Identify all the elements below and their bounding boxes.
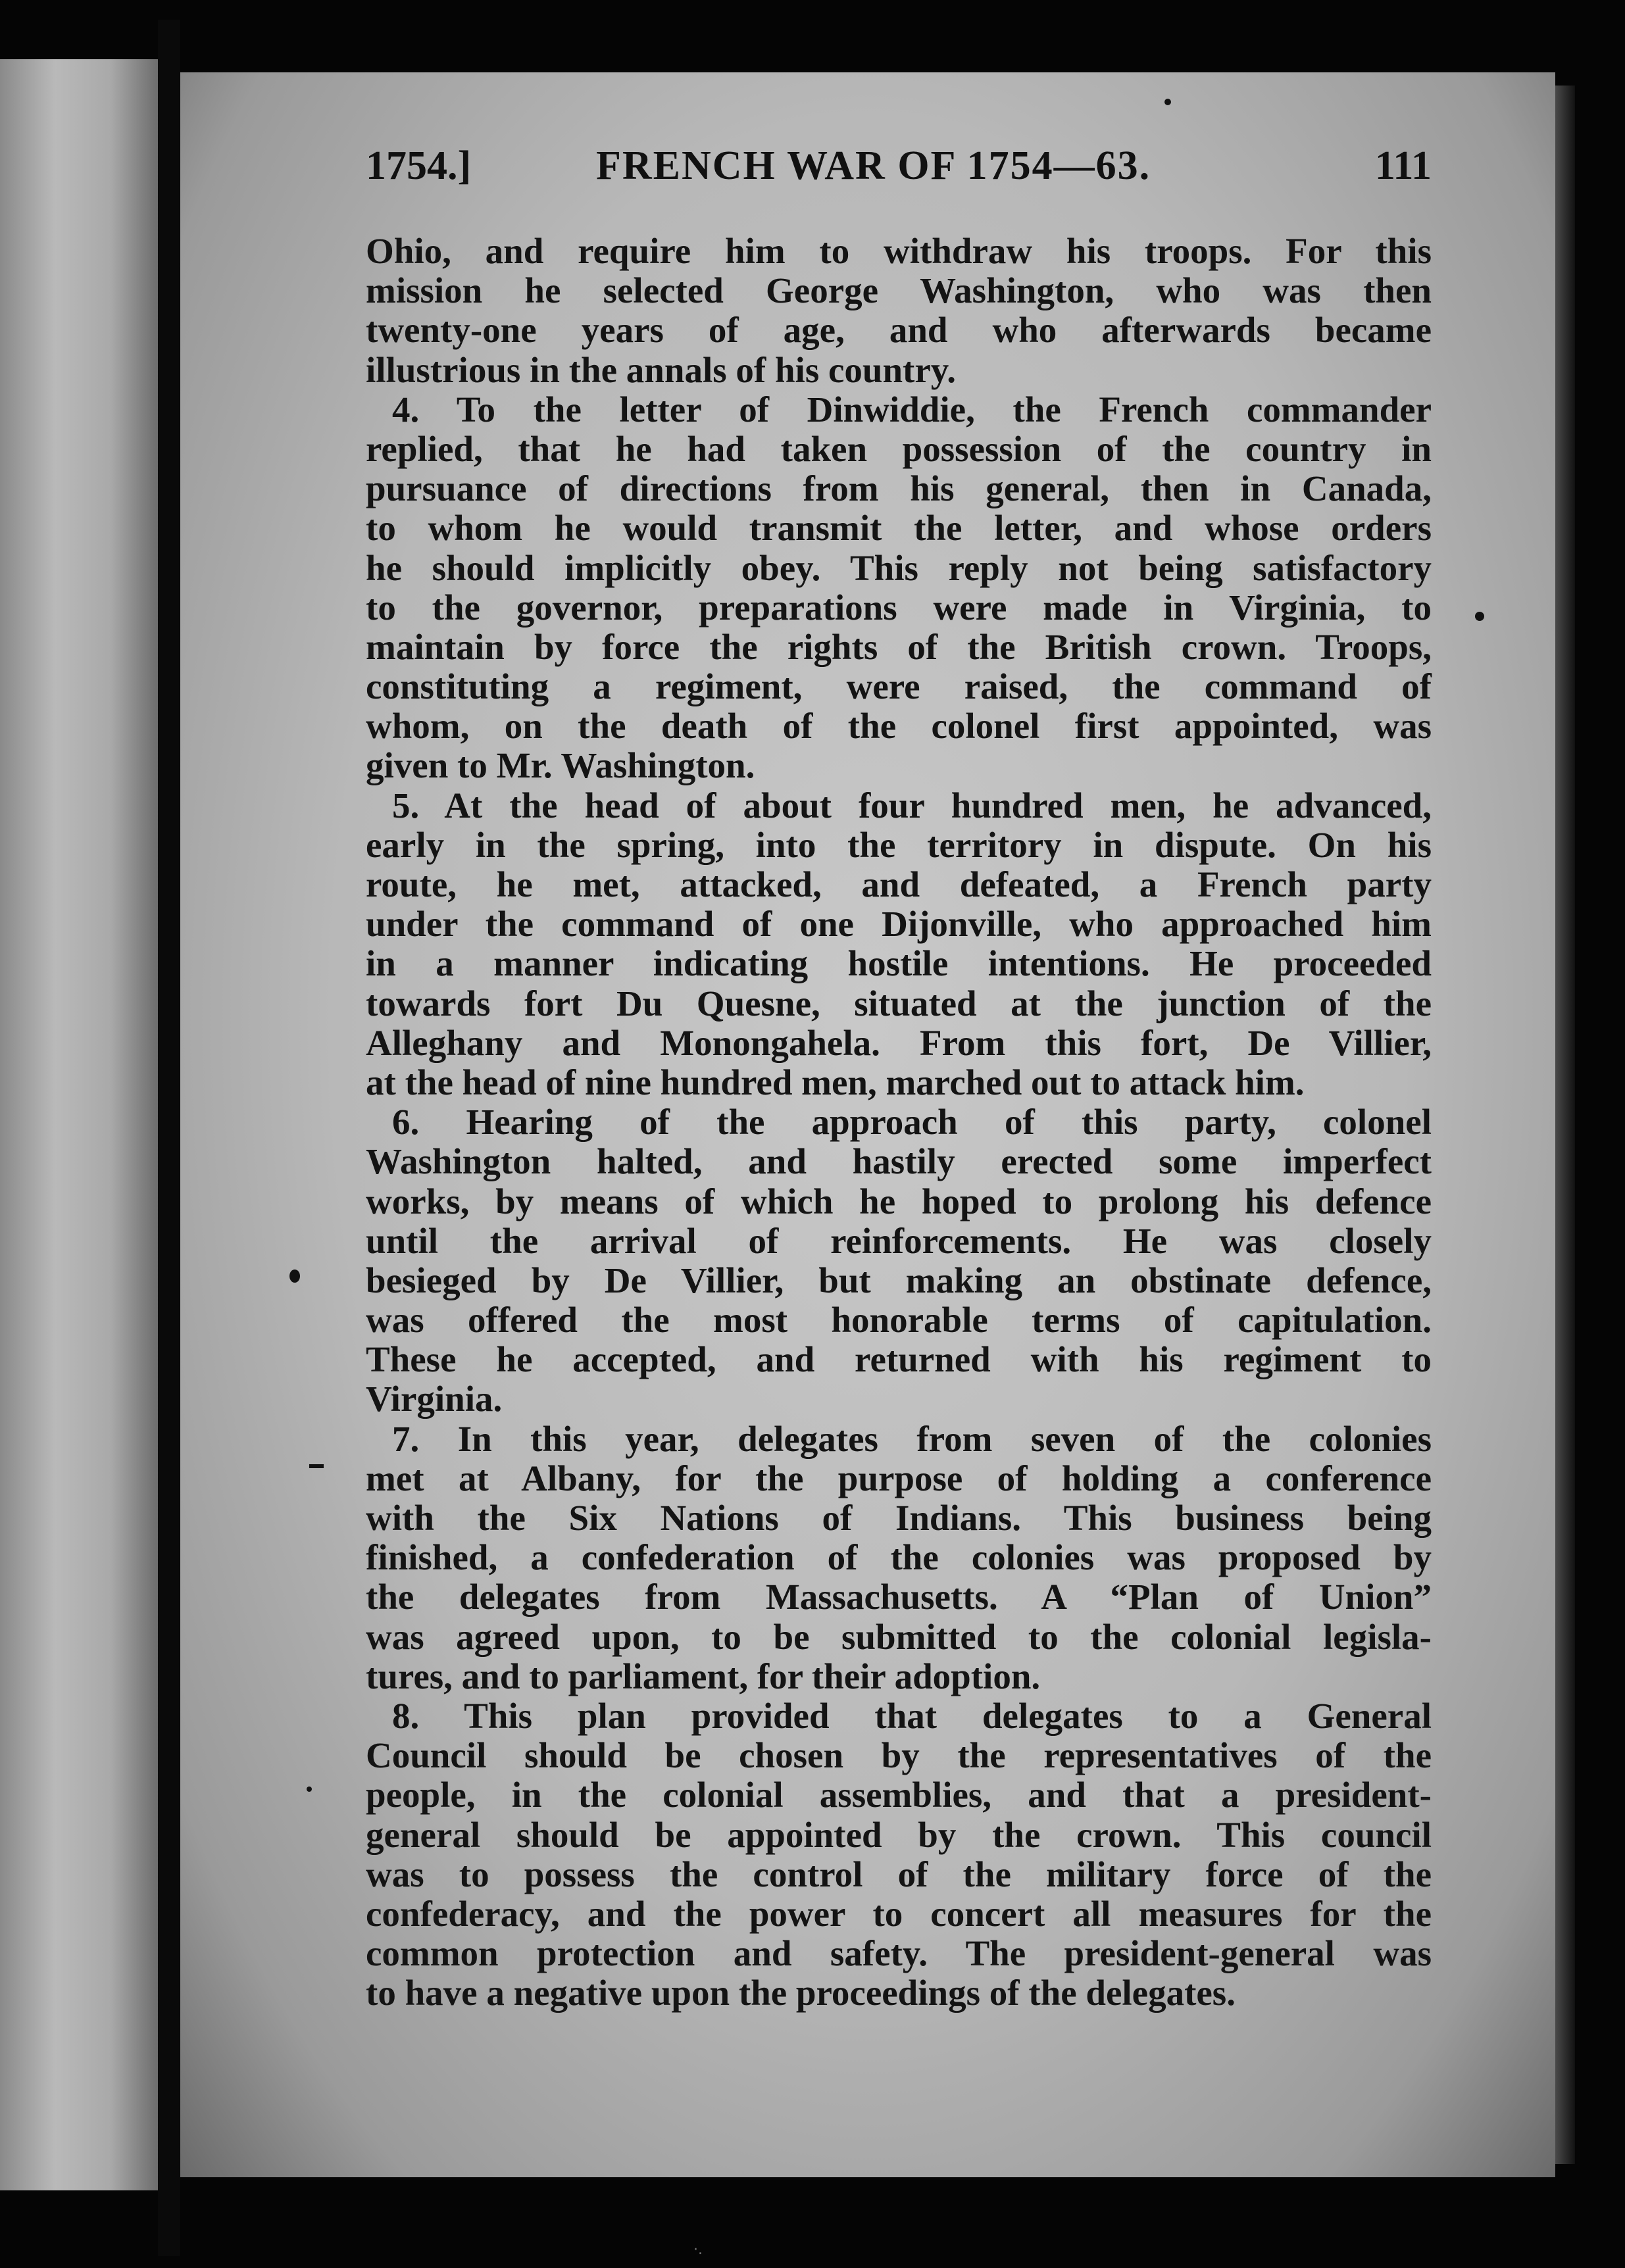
ink-speck	[1475, 612, 1484, 621]
text-line: twenty-one years of age, and who afterwards became	[366, 310, 1432, 351]
paragraph	[366, 1419, 1432, 1696]
paragraph	[366, 1696, 1432, 2013]
text-line: 4. To the letter of Dinwiddie, the French commander	[392, 389, 1432, 430]
text-line: 5. At the head of about four hundred men, he advanced,	[392, 785, 1432, 826]
text-line: the delegates from Massachusetts. A “Plan of Union”	[366, 1577, 1432, 1617]
running-head-year: 1754.]	[366, 143, 472, 188]
text-line: at the head of nine hundred men, marched out to attack him.	[366, 1062, 1305, 1102]
text-line: general should be appointed by the crown. This council	[366, 1814, 1432, 1855]
facing-page-edge	[0, 59, 158, 2190]
text-line: maintain by force the rights of the British crown. Troops,	[366, 626, 1432, 667]
text-line: towards fort Du Quesne, situated at the junction of the	[366, 983, 1432, 1023]
text-line: Ohio, and require him to withdraw his troops. For this	[366, 231, 1432, 271]
text-line: 6. Hearing of the approach of this party, colonel	[392, 1102, 1432, 1143]
text-line: Alleghany and Monongahela. From this fort, De Villier,	[366, 1022, 1432, 1063]
text-line: pursuance of directions from his general, then in Canada,	[366, 468, 1432, 509]
text-line: illustrious in the annals of his country.	[366, 349, 956, 390]
ink-speck	[1164, 99, 1171, 105]
text-line: people, in the colonial assemblies, and that a president-	[366, 1775, 1432, 1815]
text-line: under the command of one Dijonville, who approached him	[366, 904, 1432, 945]
text-line: 8. This plan provided that delegates to a General	[392, 1695, 1432, 1736]
text-line: was agreed upon, to be submitted to the colonial legisla-	[366, 1616, 1432, 1657]
paragraph	[366, 786, 1432, 1103]
text-line: until the arrival of reinforcements. He was closely	[366, 1220, 1432, 1261]
margin-mark	[309, 1464, 324, 1468]
text-line: common protection and safety. The president-general was	[366, 1933, 1432, 1974]
text-line: in a manner indicating hostile intentions. He proceeded	[366, 943, 1432, 984]
text-line: tures, and to parliament, for their adoption.	[366, 1656, 1041, 1696]
paragraph	[366, 390, 1432, 786]
ink-speck	[307, 1787, 312, 1792]
text-line: 7. In this year, delegates from seven of the colonies	[392, 1418, 1432, 1459]
running-header	[366, 139, 1432, 192]
text-line: finished, a confederation of the colonies was proposed by	[366, 1537, 1432, 1578]
page-right-shadow	[1555, 86, 1575, 2164]
text-line: replied, that he had taken possession of the country in	[366, 428, 1432, 469]
text-line: These he accepted, and returned with his regiment to	[366, 1339, 1432, 1380]
text-line: to have a negative upon the proceedings of the delegates.	[366, 1973, 1236, 2013]
text-line: with the Six Nations of Indians. This business being	[366, 1498, 1432, 1538]
book-gutter	[158, 20, 180, 2256]
text-line: besieged by De Villier, but making an obstinate defence,	[366, 1260, 1432, 1300]
text-line: confederacy, and the power to concert all measures for the	[366, 1893, 1432, 1934]
text-line: route, he met, attacked, and defeated, a French party	[366, 864, 1432, 904]
scan-artifact: ·.	[693, 2242, 703, 2258]
text-line: was to possess the control of the military force of the	[366, 1854, 1432, 1894]
text-line: mission he selected George Washington, who was then	[366, 270, 1432, 311]
running-head-title: FRENCH WAR OF 1754—63.	[596, 143, 1151, 188]
text-line: Virginia.	[366, 1379, 503, 1419]
text-line: early in the spring, into the territory in dispute. On his	[366, 824, 1432, 865]
text-line: Council should be chosen by the representatives of the	[366, 1735, 1432, 1776]
page-body-text	[366, 232, 1432, 2013]
text-line: given to Mr. Washington.	[366, 745, 755, 786]
text-line: Washington halted, and hastily erected some imperfect	[366, 1141, 1432, 1182]
text-line: he should implicitly obey. This reply not being satisfactory	[366, 547, 1432, 588]
text-line: to the governor, preparations were made in Virginia, to	[366, 587, 1432, 628]
text-line: constituting a regiment, were raised, the command of	[366, 666, 1432, 707]
paragraph	[366, 1102, 1432, 1419]
text-line: to whom he would transmit the letter, and whose orders	[366, 508, 1432, 549]
ink-speck	[289, 1270, 300, 1283]
page-number: 111	[1374, 143, 1432, 188]
text-line: met at Albany, for the purpose of holding a conference	[366, 1458, 1432, 1498]
paragraph	[366, 232, 1432, 390]
text-line: was offered the most honorable terms of capitulation.	[366, 1300, 1432, 1341]
text-line: whom, on the death of the colonel first appointed, was	[366, 706, 1432, 747]
text-line: works, by means of which he hoped to prolong his defence	[366, 1181, 1432, 1221]
